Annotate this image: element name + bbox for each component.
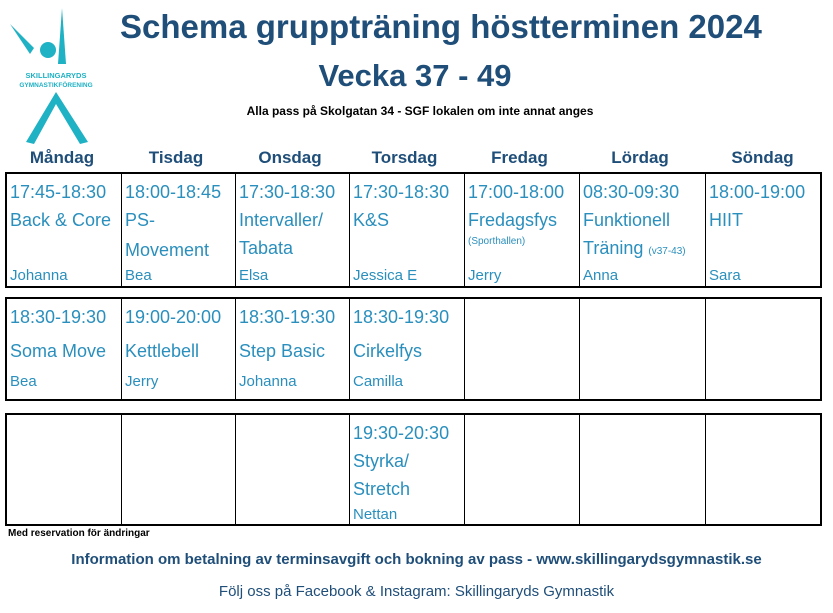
class-time: 18:30-19:30	[239, 307, 336, 327]
empty-cell	[579, 415, 705, 524]
gymnast-body-icon	[58, 8, 66, 64]
social-media-info: Följ oss på Facebook & Instagram: Skillingaryds Gymnastik	[218, 583, 615, 600]
class-name: Funktionell	[583, 210, 671, 230]
class-name: Back & Core	[10, 210, 112, 230]
day-header-monday: Måndag	[29, 148, 95, 167]
class-name: K&S	[353, 210, 390, 230]
schedule-row-1	[5, 172, 822, 288]
schedule-row-2	[5, 297, 822, 401]
class-time: 18:30-19:30	[10, 307, 107, 327]
class-name-part: Träning	[583, 238, 644, 258]
class-weeks-note: (v37-43)	[648, 246, 686, 257]
class-cell	[464, 174, 579, 286]
logo-text-line1: SKILLINGARYDS	[25, 71, 87, 80]
gymnast-head-icon	[40, 42, 56, 58]
class-time: 18:00-19:00	[709, 182, 806, 202]
class-name: HIIT	[709, 210, 743, 230]
class-leader: Nettan	[353, 506, 398, 523]
class-leader: Jessica E	[353, 267, 418, 284]
empty-cell	[705, 299, 820, 399]
empty-cell	[235, 415, 349, 524]
reservation-note: Med reservation för ändringar	[8, 528, 150, 539]
club-logo	[4, 4, 108, 146]
class-name: Soma Move	[10, 341, 107, 361]
class-name: Intervaller/	[239, 210, 324, 230]
class-cell	[579, 174, 705, 286]
class-name: Kettlebell	[125, 341, 200, 361]
day-header-thursday: Torsdag	[371, 148, 438, 167]
class-time: 19:30-20:30	[353, 423, 450, 443]
logo-text-line2: GYMNASTIKFÖRENING	[19, 82, 93, 89]
day-header-sunday: Söndag	[731, 148, 794, 167]
empty-cell	[121, 415, 235, 524]
class-leader: Bea	[10, 373, 37, 390]
day-header-wednesday: Onsdag	[258, 148, 322, 167]
payment-info: Information om betalning av terminsavgift och bokning av pass - www.skillingarydsgymnastik.se	[71, 551, 762, 568]
class-name: Styrka/	[353, 451, 410, 471]
class-cell	[349, 415, 464, 524]
class-name: Fredagsfys	[468, 210, 558, 230]
class-leader: Camilla	[353, 373, 404, 390]
class-cell	[705, 174, 820, 286]
class-name-line2: Movement	[125, 240, 210, 260]
class-cell	[349, 299, 464, 399]
class-time: 18:00-18:45	[125, 182, 222, 202]
class-name-line2	[583, 234, 686, 266]
day-header-friday: Fredag	[491, 148, 548, 167]
class-cell	[349, 174, 464, 286]
class-leader: Johanna	[10, 267, 68, 284]
venue-note: Alla pass på Skolgatan 34 - SGF lokalen om inte annat anges	[246, 104, 594, 118]
empty-cell	[464, 299, 579, 399]
class-time: 17:00-18:00	[468, 182, 565, 202]
class-name: PS-	[125, 210, 156, 230]
empty-cell	[464, 415, 579, 524]
class-leader: Johanna	[239, 373, 297, 390]
class-leader: Sara	[709, 267, 741, 284]
page-title: Schema gruppträning höstterminen 2024	[120, 8, 762, 45]
schedule-row-3	[5, 413, 822, 526]
day-header-saturday: Lördag	[611, 148, 669, 167]
class-time: 17:30-18:30	[239, 182, 336, 202]
class-leader: Bea	[125, 267, 152, 284]
class-cell	[121, 299, 235, 399]
gymnast-legs-icon	[26, 92, 88, 144]
class-time: 08:30-09:30	[583, 182, 680, 202]
class-name: Cirkelfys	[353, 341, 423, 361]
day-header-tuesday: Tisdag	[148, 148, 204, 167]
empty-cell	[579, 299, 705, 399]
class-leader: Elsa	[239, 267, 269, 284]
day-headers	[0, 148, 833, 170]
class-cell	[7, 299, 121, 399]
class-location-note: (Sporthallen)	[468, 236, 526, 247]
class-time: 17:45-18:30	[10, 182, 107, 202]
class-leader: Jerry	[125, 373, 159, 390]
class-name: Step Basic	[239, 341, 326, 361]
gymnast-left-arm-icon	[10, 24, 34, 54]
class-cell	[235, 299, 349, 399]
class-cell	[121, 174, 235, 286]
empty-cell	[705, 415, 820, 524]
class-cell	[235, 174, 349, 286]
class-cell	[7, 174, 121, 286]
class-name-line2: Tabata	[239, 238, 294, 258]
class-name-line2: Stretch	[353, 479, 411, 499]
class-time: 19:00-20:00	[125, 307, 222, 327]
week-range: Vecka 37 - 49	[318, 58, 512, 93]
class-time: 17:30-18:30	[353, 182, 450, 202]
class-leader: Anna	[583, 267, 619, 284]
class-time: 18:30-19:30	[353, 307, 450, 327]
class-leader: Jerry	[468, 267, 502, 284]
empty-cell	[7, 415, 121, 524]
